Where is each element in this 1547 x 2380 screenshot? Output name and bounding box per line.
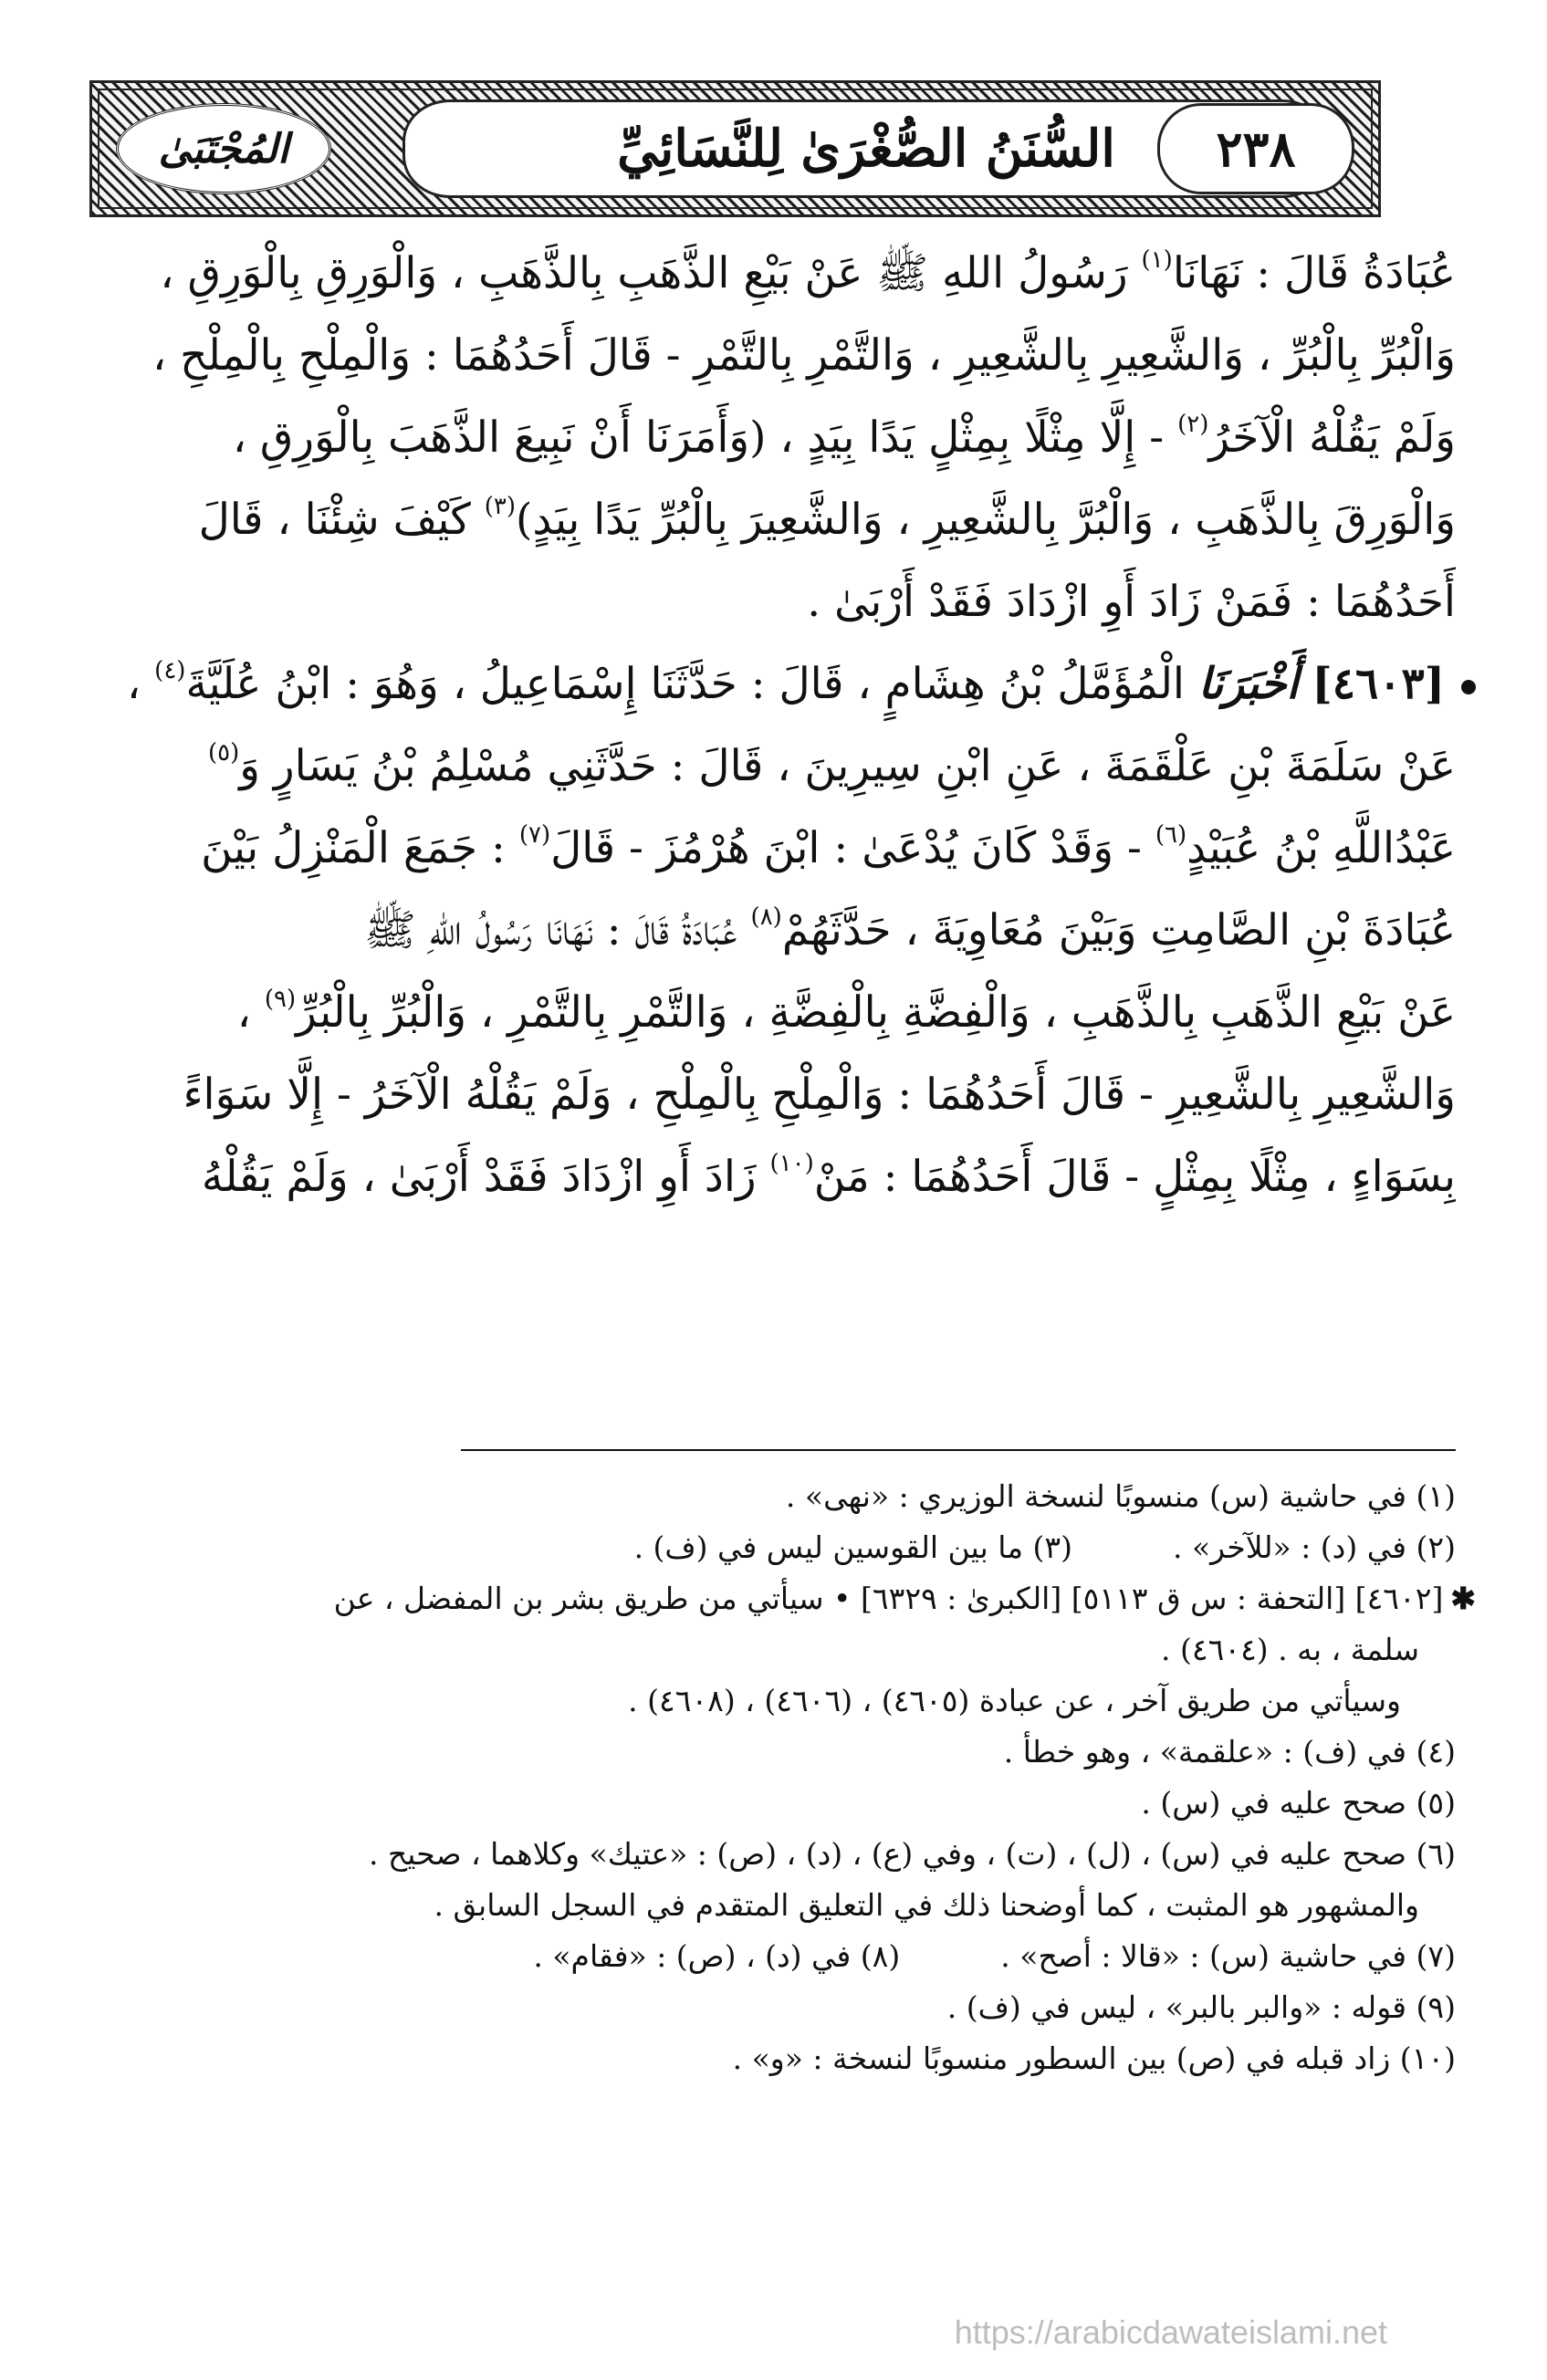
- text-line: [91, 397, 1456, 479]
- text-segment: : جَمَعَ الْمَنْزِلُ بَيْنَ: [201, 823, 519, 873]
- footnote-6: (٦) صحح عليه في (س) ، (ل) ، (ت) ، وفي (ع) ، (د) ، (ص) : «عتيك» وكلاهما ، صحيح .: [368, 1836, 1456, 1872]
- text-segment: عُبَادَةُ قَالَ : نَهَانَا: [1172, 248, 1456, 298]
- footnote-7: (٧) في حاشية (س) : «قالا : أصح» .: [1000, 1938, 1456, 1974]
- text-line: [91, 725, 1456, 808]
- footnote-marker: (٩): [264, 986, 297, 1013]
- footnote-6-continued: والمشهور هو المثبت ، كما أوضحنا ذلك في التعليق المتقدم في السجل السابق .: [434, 1887, 1419, 1923]
- text-segment: كَيْفَ شِئْنَا ، قَالَ: [198, 495, 485, 545]
- takhrij-line: وسيأتي من طريق آخر ، عن عبادة (٤٦٠٥) ، (٤٦٠٦) ، (٤٦٠٨) .: [628, 1683, 1401, 1718]
- hadith-bullet-icon: [1461, 680, 1476, 694]
- book-logo: المُجْتَبَىٰ: [158, 125, 289, 172]
- text-segment: وَالْوَرِقَ بِالذَّهَبِ ، وَالْبُرَّ بِالشَّعِيرِ ، وَالشَّعِيرَ بِالْبُرِّ يَدًا بِيَدٍ): [516, 495, 1456, 545]
- text-line: [91, 1136, 1456, 1218]
- text-segment: رَسُولُ اللهِ ﷺ عَنْ بَيْعِ الذَّهَبِ بِالذَّهَبِ ، وَالْوَرِقِ بِالْوَرِقِ ،: [160, 248, 1142, 298]
- footnote-10: (١٠) زاد قبله في (ص) بين السطور منسوبًا لنسخة : «و» .: [732, 2041, 1456, 2076]
- page-number: ٢٣٨: [1216, 120, 1296, 178]
- text-segment: الْمُؤَمَّلُ بْنُ هِشَامٍ ، قَالَ : حَدَّثَنَا إِسْمَاعِيلُ ، وَهُوَ : ابْنُ عُلَيَّةَ: [185, 659, 1198, 709]
- text-segment: عُبَادَةَ بْنِ الصَّامِتِ وَبَيْنَ مُعَاوِيَةَ ، حَدَّثَهُمْ: [781, 905, 1456, 955]
- footnote-marker: (٢): [1177, 411, 1209, 438]
- footnote-marker: (٤): [154, 657, 186, 684]
- text-line: [91, 972, 1456, 1054]
- text-segment: وَلَمْ يَقُلْهُ الْآخَرُ: [1208, 412, 1456, 463]
- footnote-8: (٨) في (د) ، (ص) : «فقام» .: [533, 1938, 901, 1974]
- text-line: [91, 233, 1456, 315]
- akhbarana-word: أَخْبَرَنَا: [1197, 659, 1299, 709]
- text-line: وَالْبُرِّ بِالْبُرِّ ، وَالشَّعِيرِ بِالشَّعِيرِ ، وَالتَّمْرِ بِالتَّمْرِ - قَالَ أَحَدُهُمَا : وَالْمِلْحِ بِالْمِلْحِ ،: [152, 330, 1456, 381]
- text-segment: - إِلَّا مِثْلًا بِمِثْلٍ يَدًا بِيَدٍ ، (وَأَمَرَنَا أَنْ نَبِيعَ الذَّهَبَ بِالْوَرِقِ ،: [232, 412, 1178, 463]
- text-segment: عَبْدُاللَّهِ بْنُ عُبَيْدٍ: [1186, 823, 1456, 873]
- text-segment: عُبَادَةُ قَالَ : نَهَانَا رَسُولُ اللهِ ﷺ: [364, 905, 751, 955]
- hadith-text: [91, 233, 1456, 1218]
- takhrij-text: [٤٦٠٢] [التحفة : س ق ٥١١٣] [الكبرىٰ : ٦٣٢٩] • سيأتي من طريق بشر بن المفضل ، عن: [333, 1581, 1444, 1616]
- text-segment: بِسَوَاءٍ ، مِثْلًا بِمِثْلٍ - قَالَ أَحَدُهُمَا : مَنْ: [813, 1152, 1456, 1202]
- hadith-number: [٤٦٠٣]: [1312, 659, 1445, 709]
- text-segment: عَنْ سَلَمَةَ بْنِ عَلْقَمَةَ ، عَنِ ابْنِ سِيرِينَ ، قَالَ : حَدَّثَنِي مُسْلِمُ بْنُ يَسَارٍ وَ: [239, 741, 1456, 791]
- text-segment: ،: [127, 659, 155, 709]
- takhrij-line: [91, 1573, 1476, 1624]
- footnote-row: [91, 1522, 1456, 1573]
- footnote-9: (٩) قوله : «والبر بالبر» ، ليس في (ف) .: [946, 1989, 1456, 2025]
- footnote-4: (٤) في (ف) : «علقمة» ، وهو خطأ .: [1003, 1734, 1456, 1769]
- text-segment: عَنْ بَيْعِ الذَّهَبِ بِالذَّهَبِ ، وَالْفِضَّةِ بِالْفِضَّةِ ، وَالتَّمْرِ بِالتَّمْرِ ، وَالْبُرِّ بِالْبُرِّ: [296, 987, 1456, 1038]
- text-segment: زَادَ أَوِ ازْدَادَ فَقَدْ أَرْبَىٰ ، وَلَمْ يَقُلْهُ: [201, 1152, 770, 1202]
- text-line: [91, 479, 1456, 561]
- footnote-row: [91, 1931, 1456, 1982]
- footnote-marker: (١): [1141, 246, 1173, 274]
- takhrij-line: سلمة ، به . (٤٦٠٤) .: [1161, 1632, 1419, 1667]
- page-number-cartouche: [1157, 103, 1354, 194]
- footnote-1: (١) في حاشية (س) منسوبًا لنسخة الوزيري : «نهى» .: [785, 1478, 1456, 1514]
- text-segment: ،: [236, 987, 265, 1038]
- page-header: [89, 80, 1381, 217]
- footnote-marker: (٣): [484, 493, 517, 520]
- footnotes: [91, 1471, 1476, 2084]
- text-line: [91, 890, 1456, 972]
- footnote-marker: (٦): [1155, 821, 1187, 849]
- footnote-marker: (٧): [518, 821, 551, 849]
- text-line: أَحَدُهُمَا : فَمَنْ زَادَ أَوِ ازْدَادَ فَقَدْ أَرْبَىٰ .: [807, 577, 1456, 627]
- book-logo-cartouche: [116, 103, 331, 194]
- footnote-marker: (٥): [207, 739, 240, 767]
- watermark-url: https://arabicdawateislami.net: [954, 2313, 1387, 2351]
- asterisk-icon: ✱: [1450, 1581, 1476, 1616]
- footnote-marker: (١٠): [769, 1150, 814, 1177]
- hadith-heading-line: [91, 643, 1476, 725]
- text-segment: - وَقَدْ كَانَ يُدْعَىٰ : ابْنَ هُرْمُزَ - قَالَ: [550, 823, 1155, 873]
- footnote-5: (٥) صحح عليه في (س) .: [1141, 1785, 1456, 1821]
- text-line: وَالشَّعِيرِ بِالشَّعِيرِ - قَالَ أَحَدُهُمَا : وَالْمِلْحِ بِالْمِلْحِ ، وَلَمْ يَقُلْهُ الْآخَرُ - إِلَّا سَوَاءً: [183, 1070, 1456, 1120]
- footnote-separator: [461, 1449, 1456, 1451]
- book-title: السُّنَنُ الصُّغْرَىٰ لِلنَّسَائِيِّ: [617, 119, 1115, 179]
- text-line: [91, 808, 1456, 890]
- footnote-3: (٣) ما بين القوسين ليس في (ف) .: [633, 1529, 1072, 1565]
- footnote-marker: (٨): [750, 903, 782, 931]
- footnote-2: (٢) في (د) : «للآخر» .: [1173, 1529, 1456, 1565]
